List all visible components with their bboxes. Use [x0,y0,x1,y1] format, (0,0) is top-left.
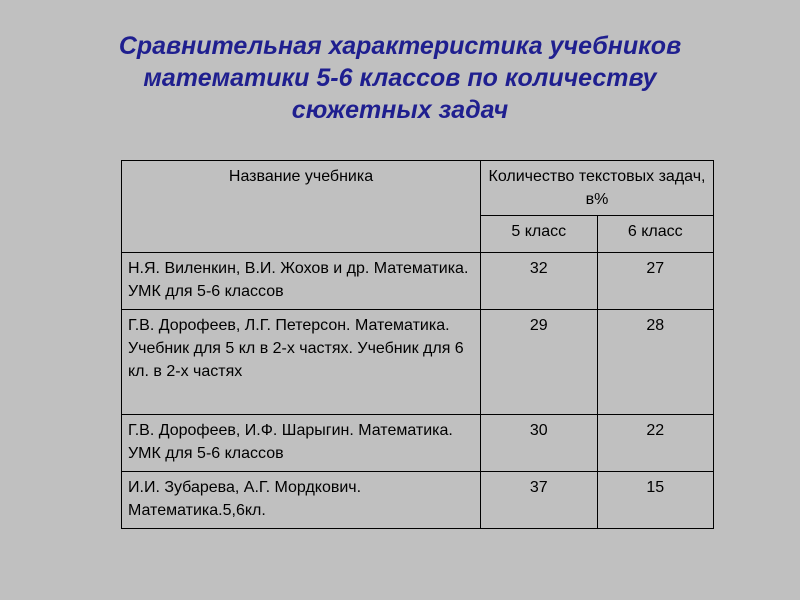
grade-6-value: 27 [597,253,714,310]
textbook-name-cell: Н.Я. Виленкин, В.И. Жохов и др. Математика. УМК для 5-6 классов [122,253,481,310]
table-row [122,310,714,415]
textbook-name-cell: Г.В. Дорофеев, И.Ф. Шарыгин. Математика. УМК для 5-6 классов [122,415,481,472]
header-textbook-name: Название учебника [122,161,481,253]
header-grade-6: 6 класс [597,216,714,253]
header-grade-5: 5 класс [481,216,598,253]
table-row [122,415,714,472]
header-task-count: Количество текстовых задач, в% [481,161,714,216]
textbook-name-cell: И.И. Зубарева, А.Г. Мордкович. Математика.5,6кл. [122,472,481,529]
textbook-name-cell: Г.В. Дорофеев, Л.Г. Петерсон. Математика. Учебник для 5 кл в 2-х частях. Учебник для 6 кл. в 2-х частях [122,310,481,415]
title-line-2: математики 5-6 классов по количеству [143,64,657,92]
grade-5-value: 37 [481,472,598,529]
grade-5-value: 30 [481,415,598,472]
table-row [122,472,714,529]
textbook-comparison-table [121,160,714,529]
grade-5-value: 32 [481,253,598,310]
title-line-3: сюжетных задач [291,96,509,124]
title-line-1: Сравнительная характеристика учебников [118,32,682,60]
grade-5-value: 29 [481,310,598,415]
grade-6-value: 15 [597,472,714,529]
slide-title [40,30,760,126]
table-row [122,253,714,310]
header-row [122,161,714,216]
grade-6-value: 22 [597,415,714,472]
grade-6-value: 28 [597,310,714,415]
